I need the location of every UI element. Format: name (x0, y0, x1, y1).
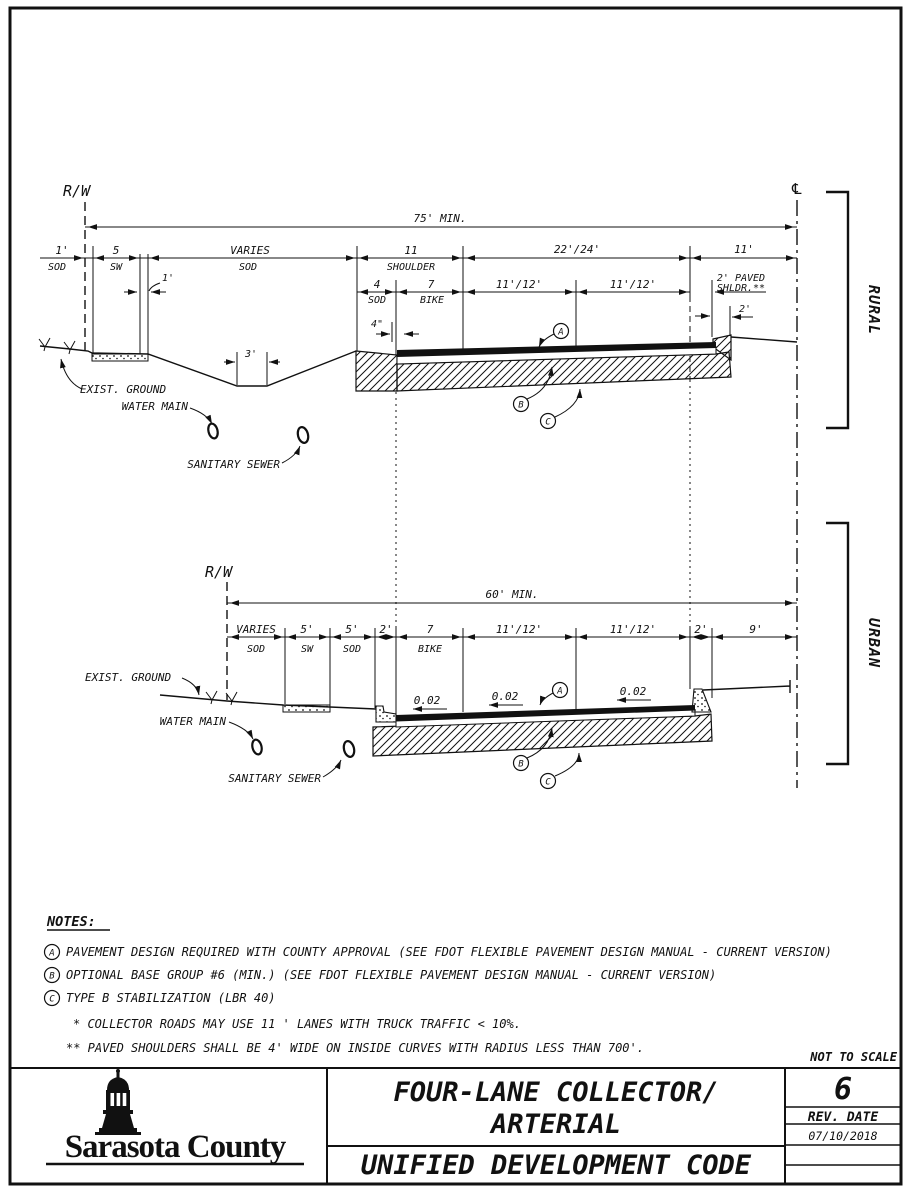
rural-dim-11ft: 11' (734, 243, 754, 256)
sarasota-county-logo (46, 1069, 304, 1165)
rural-rw-label: R/W (63, 182, 91, 200)
urban-right-curb (692, 689, 711, 712)
slope-label-3: 0.02 (619, 685, 647, 698)
rural-dim-4: 4 (373, 278, 381, 291)
rural-callout-2ft: 2' (738, 304, 752, 315)
rural-dim-1112a: 11'/12' (495, 278, 543, 291)
rural-section (39, 180, 883, 788)
urban-section-label: URBAN (865, 617, 883, 669)
urban-bracket (826, 523, 848, 764)
tower-icon (95, 1069, 141, 1135)
rural-dim-7: 7 (427, 278, 435, 291)
urban-water-main-label: WATER MAIN (159, 715, 226, 728)
urban-exist-ground-leader (182, 678, 199, 695)
rural-dim-7-sub: BIKE (419, 295, 445, 306)
sheet-border (10, 8, 901, 1184)
drawing-subtitle: UNIFIED DEVELOPMENT CODE (360, 1150, 752, 1181)
urban-dim-7: 7 (426, 623, 434, 636)
rural-section-label: RURAL (865, 284, 883, 336)
rural-paved-shoulder-label-2: SHLDR.** (716, 283, 766, 294)
urban-dim-7-sub: BIKE (417, 644, 443, 655)
note-footnote-2: ** PAVED SHOULDERS SHALL BE 4' WIDE ON INSIDE CURVES WITH RADIUS LESS THAN 700'. (66, 1041, 644, 1055)
rural-sanitary-sewer-pipe (296, 426, 310, 444)
urban-tag-a: A (557, 686, 563, 697)
note-a-text: PAVEMENT DESIGN REQUIRED WITH COUNTY APPROVAL (SEE FDOT FLEXIBLE PAVEMENT DESIGN MANUAL - CURRENT VERSION) (66, 945, 832, 959)
rural-dim-1ft: 1' (55, 244, 69, 257)
notes-heading: NOTES: (47, 914, 96, 930)
urban-dim-9: 9' (749, 623, 763, 636)
rural-ground-line (40, 346, 356, 386)
urban-sanitary-sewer-pipe (342, 740, 356, 758)
rural-dimension-lines (40, 227, 797, 292)
urban-dim-1112a: 11'/12' (495, 623, 543, 636)
rural-tag-a: A (558, 327, 564, 338)
drawing-title-line1: FOUR-LANE COLLECTOR/ (393, 1077, 719, 1108)
note-c-text: TYPE B STABILIZATION (LBR 40) (66, 991, 276, 1005)
rural-centerline-symbol: ℄ (790, 180, 804, 198)
rural-dim-varies-sub: SOD (238, 262, 258, 273)
urban-sidewalk (283, 705, 330, 712)
urban-water-main-pipe (251, 739, 263, 756)
note-footnote-1: * COLLECTOR ROADS MAY USE 11 ' LANES WITH TRUCK TRAFFIC < 10%. (73, 1017, 521, 1031)
rural-callout-4in: 4" (370, 319, 384, 330)
rural-callout-1ft-leader (149, 283, 160, 291)
agency-name: Sarasota County (64, 1129, 286, 1165)
sheet-number: 6 (833, 1072, 853, 1107)
rural-dim-varies: VARIES (230, 244, 270, 257)
urban-slope-labels (413, 685, 651, 709)
rural-dim-11: 11 (404, 244, 418, 257)
rural-sidewalk (92, 354, 148, 361)
rural-dim-1ft-sub: SOD (47, 262, 67, 273)
urban-section (85, 523, 883, 789)
urban-dim-5b: 5' (345, 623, 359, 636)
rural-water-main-label: WATER MAIN (121, 400, 188, 413)
not-to-scale-label: NOT TO SCALE (810, 1050, 897, 1064)
rural-dim-5: 5 (112, 244, 120, 257)
rural-ground-break-marks (39, 338, 75, 354)
rural-dim-5-sub: SW (109, 262, 123, 273)
urban-dim-varies-sub: SOD (246, 644, 266, 655)
urban-dim-5b-sub: SOD (342, 644, 362, 655)
urban-tag-b: B (518, 759, 524, 770)
urban-dim-5a-sub: SW (300, 644, 314, 655)
drawing-title-line2: ARTERIAL (490, 1109, 622, 1140)
urban-exist-ground-label: EXIST. GROUND (85, 671, 172, 684)
rural-ditch-dim: 3' (244, 349, 258, 360)
note-b-tag: B (49, 971, 55, 982)
urban-rw-label: R/W (205, 563, 233, 581)
note-c-tag: C (49, 994, 55, 1005)
rural-sanitary-sewer-label: SANITARY SEWER (187, 458, 280, 471)
urban-dim-2b: 2' (694, 623, 708, 636)
slope-label-1: 0.02 (413, 694, 441, 707)
urban-ground-line (160, 695, 376, 709)
urban-left-curb (376, 706, 396, 722)
urban-dim-1112b: 11'/12' (609, 623, 657, 636)
urban-dim-varies: VARIES (236, 623, 276, 636)
rural-dim-11-sub: SHOULDER (386, 262, 436, 273)
urban-sanitary-sewer-leader (323, 760, 341, 777)
rural-exist-ground-leader (61, 359, 82, 389)
rural-exist-ground-label: EXIST. GROUND (80, 383, 167, 396)
title-block (10, 1068, 901, 1183)
urban-overall-dim: 60' MIN. (485, 588, 539, 601)
rural-tag-b: B (518, 400, 524, 411)
rural-tag-c: C (545, 417, 551, 428)
rural-paved-shoulder-label-1: 2' PAVED (716, 273, 766, 284)
rural-dim-2224: 22'/24' (553, 243, 601, 256)
note-a-tag: A (49, 948, 55, 959)
rural-water-main-pipe (207, 423, 219, 440)
note-b-text: OPTIONAL BASE GROUP #6 (MIN.) (SEE FDOT FLEXIBLE PAVEMENT DESIGN MANUAL - CURRENT VERSION) (66, 968, 717, 982)
urban-tag-c: C (545, 777, 551, 788)
urban-dim-2a: 2' (379, 623, 393, 636)
rural-callout-1ft: 1' (162, 273, 175, 284)
urban-dim-5a: 5' (300, 623, 314, 636)
urban-ground-right (703, 680, 790, 693)
rural-dim-1112b: 11'/12' (609, 278, 657, 291)
slope-label-2: 0.02 (491, 690, 519, 703)
notes-block (45, 914, 898, 1064)
rural-overall-dim: 75' MIN. (413, 212, 467, 225)
rural-water-main-leader (190, 408, 212, 424)
urban-water-main-leader (229, 722, 253, 739)
rural-dim-4-sub: SOD (367, 295, 387, 306)
rural-left-shoulder-hatch (356, 351, 397, 391)
rev-date-label: REV. DATE (807, 1110, 879, 1125)
rural-sanitary-sewer-leader (282, 446, 300, 463)
rev-date-value: 07/10/2018 (808, 1129, 878, 1143)
urban-ground-break-marks (206, 691, 237, 705)
rural-ground-right (731, 337, 797, 342)
rural-pavement (356, 335, 731, 391)
rural-bracket (826, 192, 848, 428)
urban-sanitary-sewer-label: SANITARY SEWER (228, 772, 321, 785)
